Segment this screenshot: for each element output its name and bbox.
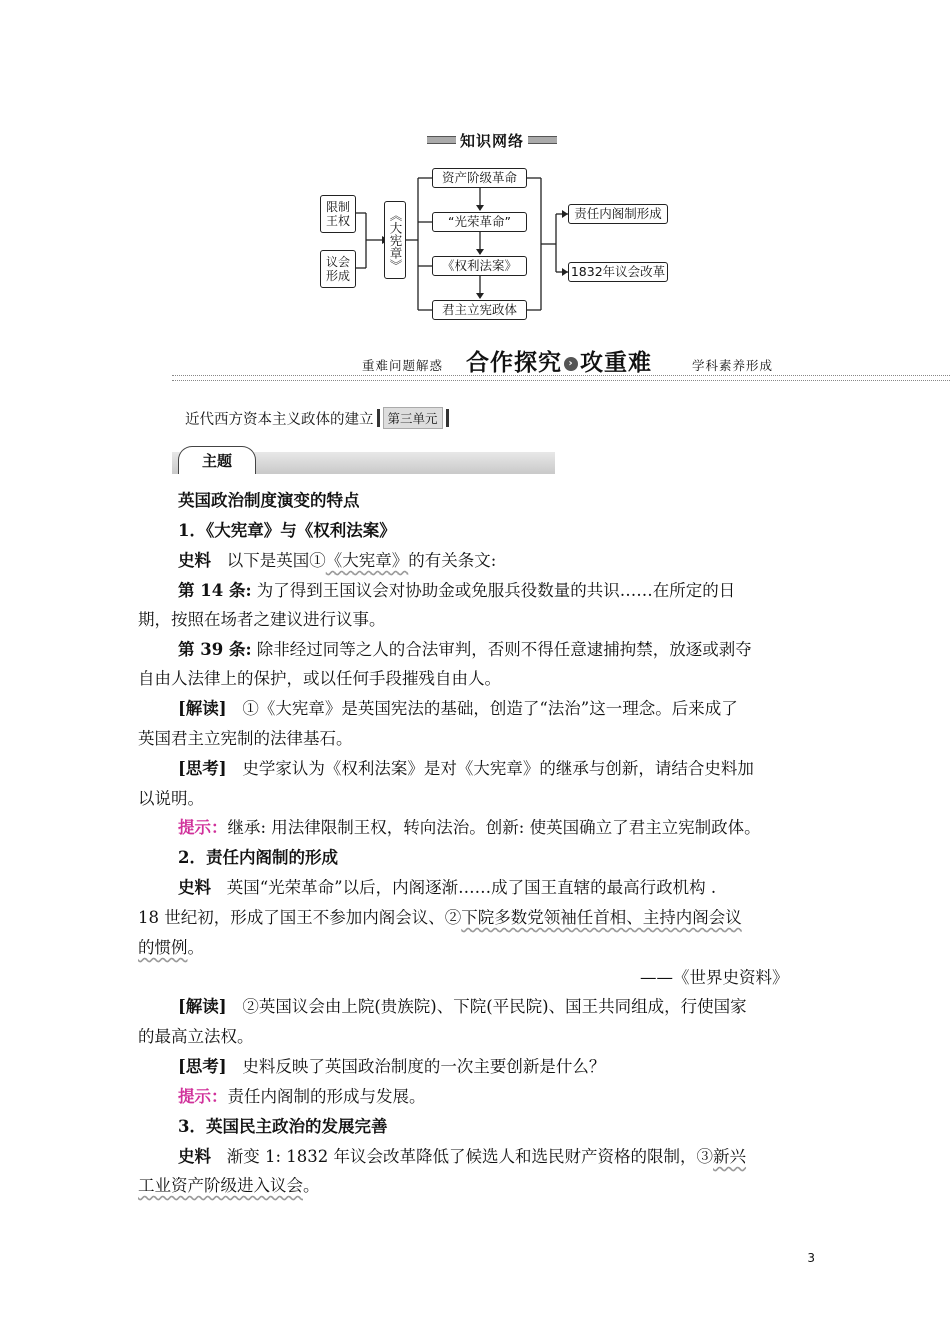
source-2-text: 英国“光荣革命”以后，内阁逐渐……成了国王直辖的最高行政机构 . xyxy=(226,878,717,897)
hint-2 xyxy=(178,1083,426,1107)
banner-divider xyxy=(172,375,950,381)
article-39-text: 除非经过同等之人的合法审判，否则不得任意逮捕拘禁，放逐或剥夺 xyxy=(256,640,752,659)
source-3-period: 。 xyxy=(303,1176,320,1195)
source-3-line-1 xyxy=(178,1143,746,1167)
subheading-2: 2．责任内阁制的形成 xyxy=(178,848,338,867)
interpretation-1-text: ①《大宪章》是英国宪法的基础，创造了“法治”这一理念。后来成了 xyxy=(242,699,738,718)
interpretation-1-line-1 xyxy=(178,695,738,719)
unit-tag: 第三单元 xyxy=(383,407,443,429)
source-3-text: 渐变 1: 1832 年议会改革降低了候选人和选民财产资格的限制，③ xyxy=(226,1147,714,1166)
box-bourgeois-revolution: 资产阶级革命 xyxy=(432,168,527,188)
interpretation-2-line-2: 的最高立法权。 xyxy=(138,1027,254,1046)
unit-separator xyxy=(377,409,380,427)
source-2-line-1 xyxy=(178,874,716,898)
page-number: 3 xyxy=(807,1251,815,1265)
banner-left-text: 重难问题解惑 xyxy=(362,358,444,373)
source-1-intro-end: 的有关条文: xyxy=(408,551,497,570)
question-2 xyxy=(178,1053,605,1077)
box-1832-reform: 1832年议会改革 xyxy=(568,262,668,282)
source-2-text-pre: 18 世纪初，形成了国王不参加内阁会议、② xyxy=(138,908,462,927)
box-magna-carta: 《大宪章》 xyxy=(384,201,406,279)
source-label: 史料 xyxy=(178,878,211,897)
box-glorious-revolution: “光荣革命” xyxy=(432,212,527,232)
topic-tab: 主题 xyxy=(178,446,256,474)
source-2-citation: ——《世界史资料》 xyxy=(640,968,789,987)
banner-main-title xyxy=(466,344,652,377)
source-1-intro xyxy=(178,547,496,571)
hint-2-text: 责任内阁制的形成与发展。 xyxy=(227,1087,426,1106)
interpretation-label: [解读] xyxy=(178,997,227,1016)
question-1-line-1 xyxy=(178,755,754,779)
source-2-line-3 xyxy=(138,934,204,958)
interpretation-1-line-2: 英国君主立宪制的法律基石。 xyxy=(138,729,353,748)
box-limit-royal-power: 限制王权 xyxy=(320,195,356,233)
source-label: 史料 xyxy=(178,1147,211,1166)
interpretation-2-text: ②英国议会由上院(贵族院)、下院(平民院)、国王共同组成，行使国家 xyxy=(242,997,747,1016)
banner-right-text: 学科素养形成 xyxy=(692,358,774,373)
source-label: 史料 xyxy=(178,551,211,570)
article-14-label: 第 14 条: xyxy=(178,581,252,600)
interpretation-2-line-1 xyxy=(178,993,747,1017)
subheading-1: 1．《大宪章》与《权利法案》 xyxy=(178,521,396,540)
article-14-line-1 xyxy=(178,577,735,601)
hint-label: 提示： xyxy=(178,1087,228,1106)
banner-main-part-1: 合作探究 xyxy=(466,350,562,376)
unit-header xyxy=(185,407,452,429)
unit-separator-end xyxy=(446,409,449,427)
hint-1 xyxy=(178,814,761,838)
box-cabinet-system: 责任内阁制形成 xyxy=(568,204,668,224)
source-3-line-2 xyxy=(138,1172,320,1196)
subheading-3: 3．英国民主政治的发展完善 xyxy=(178,1117,388,1136)
source-3-underlined: 新兴 xyxy=(713,1147,747,1166)
source-3-underlined-end: 工业资产阶级进入议会 xyxy=(138,1176,303,1195)
article-39-label: 第 39 条: xyxy=(178,640,252,659)
article-39-line-1 xyxy=(178,636,752,660)
article-14-line-2: 期，按照在场者之建议进行议事。 xyxy=(138,610,386,629)
box-parliament-formation: 议会形成 xyxy=(320,250,356,288)
chevron-right-icon: › xyxy=(564,357,578,371)
question-label: [思考] xyxy=(178,1057,227,1076)
banner-main-part-2: 攻重难 xyxy=(580,350,652,376)
question-1-line-2: 以说明。 xyxy=(138,789,204,808)
question-1-text: 史学家认为《权利法案》是对《大宪章》的继承与创新，请结合史料加 xyxy=(242,759,754,778)
unit-title: 近代西方资本主义政体的建立 xyxy=(185,411,374,428)
article-14-text: 为了得到王国议会对协助金或免服兵役数量的共识……在所定的日 xyxy=(256,581,736,600)
knowledge-network-label: 知识网络 xyxy=(456,130,528,151)
box-bill-of-rights: 《权利法案》 xyxy=(432,256,527,276)
question-label: [思考] xyxy=(178,759,227,778)
question-2-text: 史料反映了英国政治制度的一次主要创新是什么？ xyxy=(242,1057,606,1076)
source-1-intro-text: 以下是英国① xyxy=(226,551,326,570)
article-39-line-2: 自由人法律上的保护，或以任何手段摧残自由人。 xyxy=(138,669,501,688)
hint-label: 提示： xyxy=(178,818,228,837)
hint-1-text: 继承: 用法律限制王权，转向法治。创新: 使英国确立了君主立宪制政体。 xyxy=(227,818,761,837)
source-1-underlined: 《大宪章》 xyxy=(325,551,409,570)
source-2-underlined: 下院多数党领袖任首相、主持内阁会议 xyxy=(461,908,742,927)
source-2-line-2 xyxy=(138,904,742,928)
interpretation-label: [解读] xyxy=(178,699,227,718)
source-2-period: 。 xyxy=(187,938,204,957)
box-constitutional-monarchy: 君主立宪政体 xyxy=(432,300,527,320)
source-2-underlined-end: 的惯例 xyxy=(138,938,188,957)
section-heading: 英国政治制度演变的特点 xyxy=(178,491,360,510)
